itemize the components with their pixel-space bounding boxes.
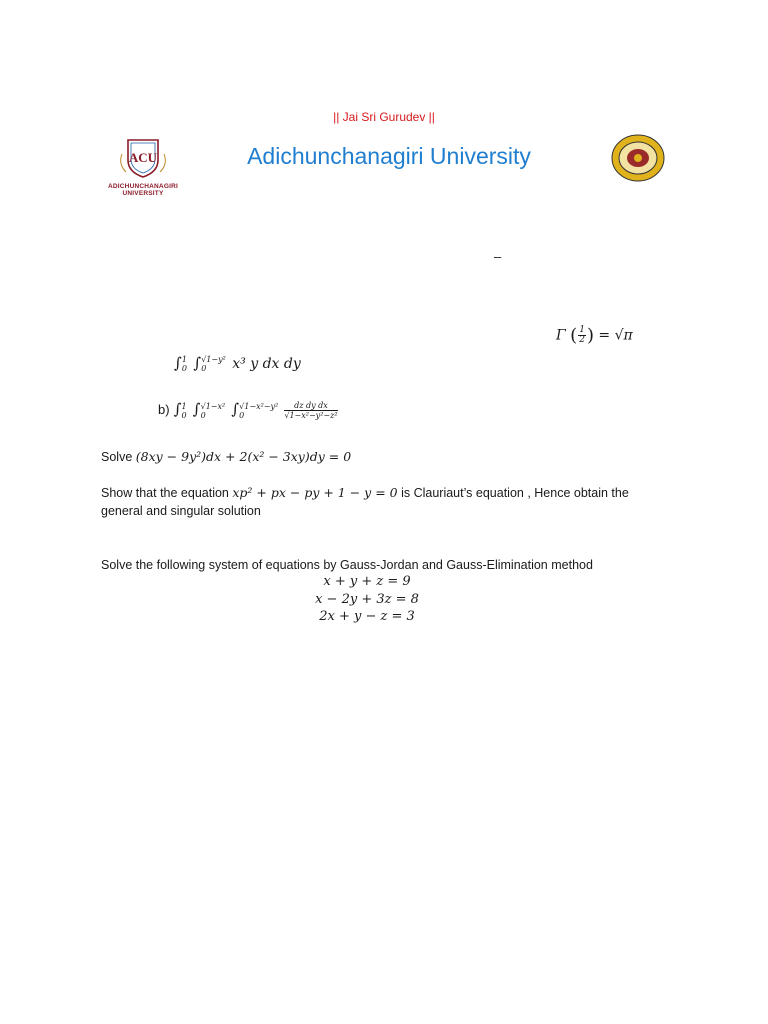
int1-lower2: 0: [201, 364, 207, 373]
gamma-denominator: 2: [579, 335, 585, 345]
logo-caption: ADICHUNCHANAGIRI UNIVERSITY: [107, 183, 178, 197]
int1-lower: 0: [181, 364, 187, 373]
int1-upper2: √1−y²: [201, 355, 226, 364]
int2-upper1: 1: [181, 401, 187, 411]
question-ode: [101, 448, 351, 466]
int2-upper2: √1−x²: [200, 401, 226, 411]
question-clairaut: [101, 484, 661, 520]
dash-mark: –: [494, 249, 502, 264]
gamma-rhs: = √π: [598, 327, 633, 344]
int2-prefix: b): [158, 402, 170, 417]
ode-text: Solve: [101, 450, 136, 464]
clairaut-expression: xp² + px − py + 1 − y = 0: [232, 485, 398, 500]
clairaut-post: is Clauriaut’s equation , Hence obtain the general and singular solution: [101, 486, 629, 518]
ode-expression: (8xy − 9y²)dx + 2(x² − 3xy)dy = 0: [135, 449, 352, 464]
int2-numerator: dz dy dx: [284, 401, 337, 411]
clairaut-pre: Show that the equation: [101, 486, 233, 500]
int1-upper: 1: [181, 355, 187, 364]
int2-upper3: √1−x²−y²: [239, 401, 279, 411]
seal-icon: [611, 134, 665, 182]
equation-1: x + y + z = 9: [323, 574, 411, 589]
header-motto: || Jai Sri Gurudev ||: [333, 110, 435, 124]
equation-3: 2x + y − z = 3: [319, 609, 415, 624]
gamma-numerator: 1: [579, 325, 585, 335]
gamma-symbol: Γ: [556, 327, 566, 344]
int2-lower3: 0: [239, 410, 245, 420]
integral-question-2: b) ∫ 1 0 ∫ √1−x² 0 ∫ √1−x²−y² 0 $\frac{\text{dz dy dx}}{\text{√1−x²−y²−z²}}$: [158, 400, 338, 420]
university-title: Adichunchanagiri University: [247, 143, 531, 169]
equation-2: x − 2y + 3z = 8: [315, 592, 419, 607]
int2-denominator: √1−x²−y²−z²: [284, 411, 338, 420]
integral-question-1: ∫ 1 0 ∫ √1−y² 0 x³ y dx dy: [174, 354, 301, 373]
gamma-identity: Γ ( $\frac{1}{2}$ ) = √π: [556, 325, 633, 346]
institute-seal: [611, 134, 665, 182]
int1-integrand: x³ y dx dy: [232, 356, 301, 372]
logo-monogram: ACU: [128, 150, 158, 165]
int2-lower2: 0: [200, 410, 206, 420]
question-gauss: Solve the following system of equations by Gauss-Jordan and Gauss-Elimination method: [101, 558, 593, 572]
int2-lower1: 0: [181, 410, 187, 420]
